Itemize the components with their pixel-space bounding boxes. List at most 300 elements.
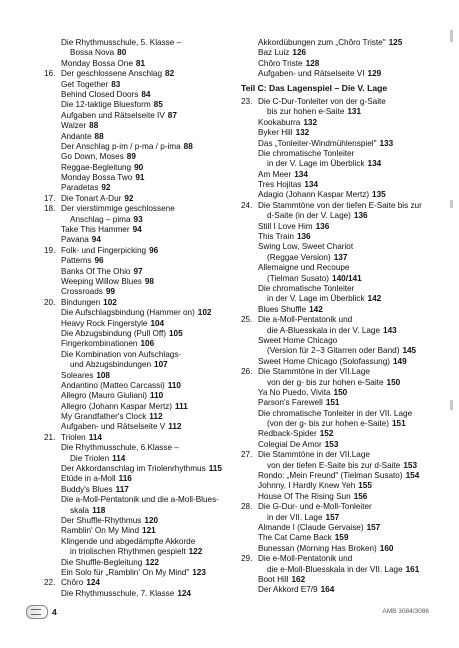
entry-title: Bunessan (Morning Has Broken) [258, 543, 377, 553]
toc-entry [44, 339, 234, 349]
toc-entry [44, 422, 234, 432]
entry-title: Die C-Dur-Tonleiter von der g-Saite [258, 96, 386, 106]
chapter-number [241, 305, 258, 315]
chapter-number [44, 80, 61, 90]
entry-title: (Reggae Version) [267, 252, 331, 262]
entry-title: Byker Hill [258, 128, 293, 138]
page-ref: 96 [94, 256, 104, 266]
toc-left-column [44, 38, 234, 599]
chapter-number [44, 287, 61, 297]
chapter-number: 20. [44, 297, 56, 307]
page-ref: 145 [402, 346, 417, 356]
toc-entry [44, 287, 234, 297]
entry-title: Die chromatische Tonleiter [258, 284, 355, 293]
chapter-number [241, 263, 258, 273]
toc-entry [241, 59, 446, 69]
toc-entry [241, 128, 446, 138]
page-ref: 133 [379, 138, 394, 148]
page-ref: 125 [388, 38, 403, 47]
entry-title: Der Akkord E7/9 [258, 585, 318, 595]
chapter-number [44, 267, 61, 277]
entry-title: Buddy's Blues [61, 484, 113, 494]
toc-entry [44, 495, 234, 505]
toc-entry [44, 547, 234, 557]
toc-entry [44, 163, 234, 173]
chapter-number: 21. [44, 432, 56, 442]
toc-entry [241, 533, 446, 543]
entry-title: Der Anschlag p-im / p-ma / p-ima [61, 141, 181, 151]
chapter-number [241, 128, 258, 138]
toc-right-column [241, 38, 446, 596]
entry-title: Walzer [61, 121, 87, 131]
entry-title: (von der g- bis zur hohen e-Saite) [267, 419, 389, 429]
chapter-number: 29. [241, 554, 253, 564]
chapter-number: 16. [44, 69, 56, 79]
toc-chapter-entry [241, 367, 446, 377]
entry-title: Die Tonart A-Dur [61, 193, 122, 203]
page-ref: 89 [126, 152, 136, 162]
page-ref: 162 [291, 574, 306, 584]
chapter-number [241, 429, 258, 439]
chapter-number [44, 402, 61, 412]
chapter-number [241, 492, 258, 502]
toc-entry [44, 526, 234, 536]
page-ref: 104 [150, 318, 165, 328]
toc-entry [241, 242, 446, 252]
toc-chapter-entry [241, 315, 446, 325]
page-ref: 129 [367, 69, 382, 79]
chapter-number [44, 90, 61, 100]
entry-title: Paradetas [61, 183, 99, 193]
page-ref: 153 [403, 460, 418, 470]
edge-mark [450, 200, 453, 208]
entry-title: Bindungen [61, 297, 101, 307]
chapter-number [44, 537, 61, 547]
toc-entry [241, 211, 446, 221]
toc-chapter-entry [241, 450, 446, 460]
toc-chapter-entry [241, 502, 446, 512]
toc-entry [44, 215, 234, 225]
toc-entry [241, 170, 446, 180]
chapter-number [241, 533, 258, 543]
page-ref: 150 [333, 387, 348, 397]
entry-title: Folk- und Fingerpicking [61, 245, 147, 255]
chapter-number [241, 544, 258, 554]
chapter-number [44, 568, 61, 578]
entry-title: bis zur hohen e-Saite [267, 107, 345, 117]
entry-title: Die Stammtöne in der VII.Lage [258, 450, 370, 460]
entry-title: Allegro (Johann Kaspar Mertz) [61, 401, 173, 411]
chapter-number [44, 173, 61, 183]
page-ref: 117 [115, 484, 129, 494]
page-ref: 116 [118, 474, 132, 484]
entry-title: Andante [61, 131, 92, 141]
chapter-number [44, 319, 61, 329]
entry-title: Die Rhythmusschule, 6.Klasse – [61, 443, 179, 453]
toc-entry [44, 111, 234, 121]
page-ref: 88 [94, 131, 104, 141]
toc-entry [44, 391, 234, 401]
page-ref: 85 [153, 100, 163, 110]
page-ref: 122 [188, 547, 203, 557]
entry-title: Der geschlossene Anschlag [61, 69, 163, 79]
chapter-number [44, 464, 61, 474]
page-ref: 108 [96, 370, 110, 380]
page-ref: 137 [333, 252, 348, 262]
entry-title: Monday Bossa One [61, 58, 133, 68]
toc-entry [44, 360, 234, 370]
page-ref: 121 [142, 526, 156, 536]
chapter-number [241, 48, 258, 58]
entry-title: Rondo: „Mein Freund" (Tielman Susato) [258, 471, 403, 481]
page-ref: 92 [101, 183, 111, 193]
toc-entry [44, 371, 234, 381]
entry-title: Ramblin' On My Mind [61, 526, 140, 536]
page-ref: 110 [150, 391, 164, 401]
page-ref: 134 [304, 180, 319, 190]
toc-entry [44, 142, 234, 152]
page-ref: 81 [135, 58, 146, 68]
toc-entry [44, 59, 234, 69]
entry-title: Reggae-Begleitung [61, 162, 132, 172]
entry-title: Colegial De Amor [258, 439, 322, 449]
entry-title: Still I Love Him [258, 221, 313, 231]
chapter-number [241, 336, 258, 346]
entry-title: Klingende und abgedämpfte Akkorde [61, 536, 196, 546]
chapter-number [241, 481, 258, 491]
entry-title: Banks Of The Ohio [61, 266, 131, 276]
page-ref: 153 [324, 439, 339, 449]
entry-title: Get Together [61, 79, 109, 89]
chapter-number [44, 485, 61, 495]
toc-entry [241, 419, 446, 429]
entry-title: Ein Solo für „Ramblin' On My Mind" [61, 567, 190, 577]
entry-title: Akkordübungen zum „Chôro Triste" [258, 38, 386, 47]
entry-title: Boot Hill [258, 574, 289, 584]
toc-entry [44, 183, 234, 193]
entry-title: (Version für 2–3 Gitarren oder Band) [267, 346, 400, 356]
toc-entry [241, 585, 446, 595]
chapter-number [44, 38, 61, 48]
page-ref: 151 [325, 398, 340, 408]
chapter-number [241, 38, 258, 48]
toc-entry [241, 159, 446, 169]
page-ref: 157 [366, 522, 381, 532]
page-ref: 123 [192, 567, 206, 577]
toc-chapter-entry [241, 97, 446, 107]
page-ref: 114 [88, 432, 102, 442]
entry-title: Die Aufschlagsbindung (Hammer on) [61, 308, 195, 318]
page-ref: 105 [168, 328, 183, 338]
chapter-number: 23. [241, 96, 253, 106]
chapter-number [44, 111, 61, 121]
entry-title: Am Meer [258, 169, 292, 179]
chapter-number: 27. [241, 450, 253, 460]
page-ref: 107 [154, 360, 168, 370]
entry-title: Heavy Rock Fingerstyle [61, 318, 148, 328]
page-ref: 131 [347, 107, 362, 117]
page-ref: 115 [208, 464, 222, 474]
page-ref: 132 [295, 128, 310, 138]
toc-entry [44, 267, 234, 277]
entry-title: Baz Luiz [258, 48, 290, 58]
entry-title: Monday Bossa Two [61, 173, 133, 183]
toc-entry [241, 118, 446, 128]
page-ref: 140/141 [332, 273, 362, 283]
page-ref: 156 [353, 491, 368, 501]
page-ref: 82 [165, 69, 175, 79]
toc-entry [241, 513, 446, 523]
toc-entry [241, 429, 446, 439]
toc-chapter-entry [241, 554, 446, 564]
toc-entry [241, 232, 446, 242]
entry-title: Soleares [61, 370, 94, 380]
chapter-number [44, 121, 61, 131]
page-ref: 93 [133, 214, 143, 224]
toc-entry [44, 558, 234, 568]
chapter-number: 26. [241, 367, 253, 377]
chapter-number [44, 100, 61, 110]
toc-chapter-entry [44, 204, 234, 214]
entry-title: Allegro (Mauro Giuliani) [61, 391, 148, 401]
toc-entry [241, 492, 446, 502]
entry-title: Sweet Home Chicago [258, 335, 338, 345]
toc-entry [44, 537, 234, 547]
entry-title: House Of The Rising Sun [258, 491, 351, 501]
entry-title: von der g- bis zur hohen e-Saite [267, 377, 384, 387]
chapter-number [241, 242, 258, 252]
entry-title: (Tielman Susato) [267, 273, 330, 283]
toc-entry [44, 464, 234, 474]
page-ref: 124 [177, 588, 191, 598]
entry-title: Behind Closed Doors [61, 89, 139, 99]
toc-entry [44, 277, 234, 287]
toc-entry [44, 90, 234, 100]
toc-chapter-entry [44, 246, 234, 256]
page-ref: 97 [133, 266, 143, 276]
toc-entry [241, 274, 446, 284]
toc-entry [44, 38, 234, 48]
entry-title: Aufgaben- und Rätselseite VI [258, 69, 365, 79]
toc-entry [241, 544, 446, 554]
page-ref: 136 [353, 211, 368, 221]
page-ref: 110 [167, 380, 181, 390]
entry-title: Anschlag – pima [70, 214, 131, 224]
section-heading: Teil C: Das Lagenspiel – Die V. Lage [241, 82, 388, 93]
chapter-number [241, 409, 258, 419]
chapter-number [241, 190, 258, 200]
page-ref: 106 [140, 339, 155, 349]
page-ref: 150 [386, 377, 401, 387]
entry-title: skala [70, 505, 90, 515]
entry-title: Die chromatische Tonleiter in der VII. Lage [258, 408, 413, 418]
toc-chapter-entry [44, 433, 234, 443]
toc-entry [44, 100, 234, 110]
entry-title: Patterns [61, 256, 92, 266]
page-ref: 88 [89, 121, 99, 131]
entry-title: Aufgaben und Rätselseite IV [61, 110, 165, 120]
toc-entry [44, 121, 234, 131]
chapter-number [241, 59, 258, 69]
entry-title: Pavana [61, 235, 89, 245]
toc-entry [241, 481, 446, 491]
chapter-number [44, 474, 61, 484]
chapter-number [44, 443, 61, 453]
entry-title: Der vierstimmige geschlossene [61, 204, 175, 214]
toc-entry [44, 443, 234, 453]
entry-title: Die G-Dur- und e-Moll-Tonleiter [258, 502, 372, 512]
page-ref: 160 [379, 543, 394, 553]
toc-entry [241, 149, 446, 159]
edge-mark [450, 30, 453, 42]
entry-title: Parson's Farewell [258, 398, 323, 408]
entry-title: Die chromatische Tonleiter [258, 148, 355, 158]
toc-entry [44, 152, 234, 162]
entry-title: Go Down, Moses [61, 152, 124, 162]
page-ref: 118 [92, 505, 106, 515]
chapter-number [44, 412, 61, 422]
entry-title: Adagio (Johann Kaspar Mertz) [258, 190, 370, 200]
toc-entry [241, 38, 446, 48]
toc-entry [44, 173, 234, 183]
toc-entry [241, 305, 446, 315]
chapter-number [44, 142, 61, 152]
edge-mark [450, 400, 453, 410]
entry-title: Chôro Triste [258, 58, 303, 68]
toc-entry [44, 589, 234, 599]
page-ref: 90 [134, 162, 144, 172]
chapter-number [241, 585, 258, 595]
chapter-number [44, 339, 61, 349]
page-ref: 87 [167, 110, 177, 120]
chapter-number [241, 139, 258, 149]
toc-entry [44, 256, 234, 266]
chapter-number [44, 516, 61, 526]
page-ref: 98 [144, 276, 154, 286]
entry-title: die A-Bluesskala in der V. Lage [267, 325, 381, 335]
chapter-number [44, 350, 61, 360]
toc-entry [241, 190, 446, 200]
page-ref: 161 [405, 564, 420, 574]
chapter-number [44, 381, 61, 391]
toc-entry [44, 454, 234, 464]
chapter-number: 28. [241, 502, 253, 512]
chapter-number [44, 225, 61, 235]
page-ref: 122 [145, 557, 159, 567]
publisher-logo-icon [26, 605, 48, 619]
page-ref: 92 [124, 193, 134, 203]
entry-title: Die 12-taktige Bluesform [61, 100, 151, 110]
chapter-number: 22. [44, 578, 56, 588]
toc-entry [241, 326, 446, 336]
entry-title: Chôro [61, 578, 84, 588]
toc-entry [241, 575, 446, 585]
page-number: 4 [52, 607, 57, 617]
entry-title: Die Rhythmusschule, 5. Klasse – [61, 38, 182, 47]
entry-title: Blues Shuffle [258, 304, 307, 314]
toc-entry [241, 409, 446, 419]
chapter-number [241, 523, 258, 533]
toc-entry [241, 48, 446, 58]
toc-entry [241, 294, 446, 304]
entry-title: d-Saite (in der V. Lage) [267, 211, 351, 221]
chapter-number [241, 118, 258, 128]
entry-title: Andantino (Matteo Carcassi) [61, 380, 165, 390]
entry-title: Die Shuffle-Begleitung [61, 557, 143, 567]
page-ref: 88 [183, 141, 193, 151]
chapter-number [241, 440, 258, 450]
chapter-number [44, 526, 61, 536]
entry-title: Der Akkordanschlag im Triolenrhythmus [61, 464, 206, 474]
entry-title: Bossa Nova [70, 48, 115, 58]
page-ref: 157 [325, 512, 340, 522]
chapter-number [241, 398, 258, 408]
entry-title: Crossroads [61, 287, 103, 297]
toc-chapter-entry [44, 298, 234, 308]
entry-title: My Grandfather's Clock [61, 412, 147, 422]
chapter-number: 25. [241, 315, 253, 325]
entry-title: Etüde in a-Moll [61, 474, 116, 484]
entry-title: Johnny, I Hardly Knew Yeh [258, 481, 356, 491]
entry-title: Die e-Moll-Pentatonik und [258, 554, 353, 564]
toc-entry [44, 225, 234, 235]
toc-entry [241, 107, 446, 117]
entry-title: die e-Moll-Bluesskala in der VII. Lage [267, 564, 403, 574]
toc-entry [241, 69, 446, 79]
chapter-number [44, 132, 61, 142]
entry-title: Take This Hammer [61, 225, 130, 235]
chapter-number [241, 180, 258, 190]
entry-title: Fingerkombinationen [61, 339, 138, 349]
chapter-number [241, 69, 258, 79]
entry-title: und Abzugsbindungen [70, 360, 152, 370]
toc-entry [44, 80, 234, 90]
entry-title: Das „Tonleiter-Windmühlenspiel" [258, 138, 377, 148]
toc-entry [44, 48, 234, 58]
toc-entry [241, 253, 446, 263]
entry-title: von der tiefen E-Saite bis zur d-Saite [267, 460, 401, 470]
entry-title: Die Stammtöne in der VII.Lage [258, 367, 370, 377]
toc-entry [241, 461, 446, 471]
page-ref: 149 [392, 356, 407, 366]
toc-entry [241, 357, 446, 367]
page-ref: 112 [168, 422, 182, 432]
chapter-number [241, 357, 258, 367]
chapter-number [241, 232, 258, 242]
chapter-number [44, 329, 61, 339]
chapter-number [44, 235, 61, 245]
page-footer-left [26, 605, 57, 619]
toc-entry [241, 222, 446, 232]
entry-title: Aufgaben- und Rätselseite V [61, 422, 166, 432]
page-ref: 120 [144, 515, 159, 525]
page-ref: 134 [294, 169, 308, 179]
entry-title: in der V. Lage im Überblick [267, 294, 365, 304]
toc-entry [241, 388, 446, 398]
chapter-number [241, 471, 258, 481]
entry-title: Redback-Spider [258, 429, 317, 439]
chapter-number [44, 308, 61, 318]
entry-title: Kookaburra [258, 117, 301, 127]
page-ref: 80 [117, 48, 127, 58]
page-ref: 96 [149, 245, 159, 255]
page-ref: 83 [111, 79, 121, 89]
catalog-number: AMB 3084/3086 [382, 608, 429, 615]
chapter-number [44, 495, 61, 505]
toc-chapter-entry [44, 578, 234, 588]
page-ref: 124 [86, 578, 100, 588]
toc-chapter-entry [44, 69, 234, 79]
